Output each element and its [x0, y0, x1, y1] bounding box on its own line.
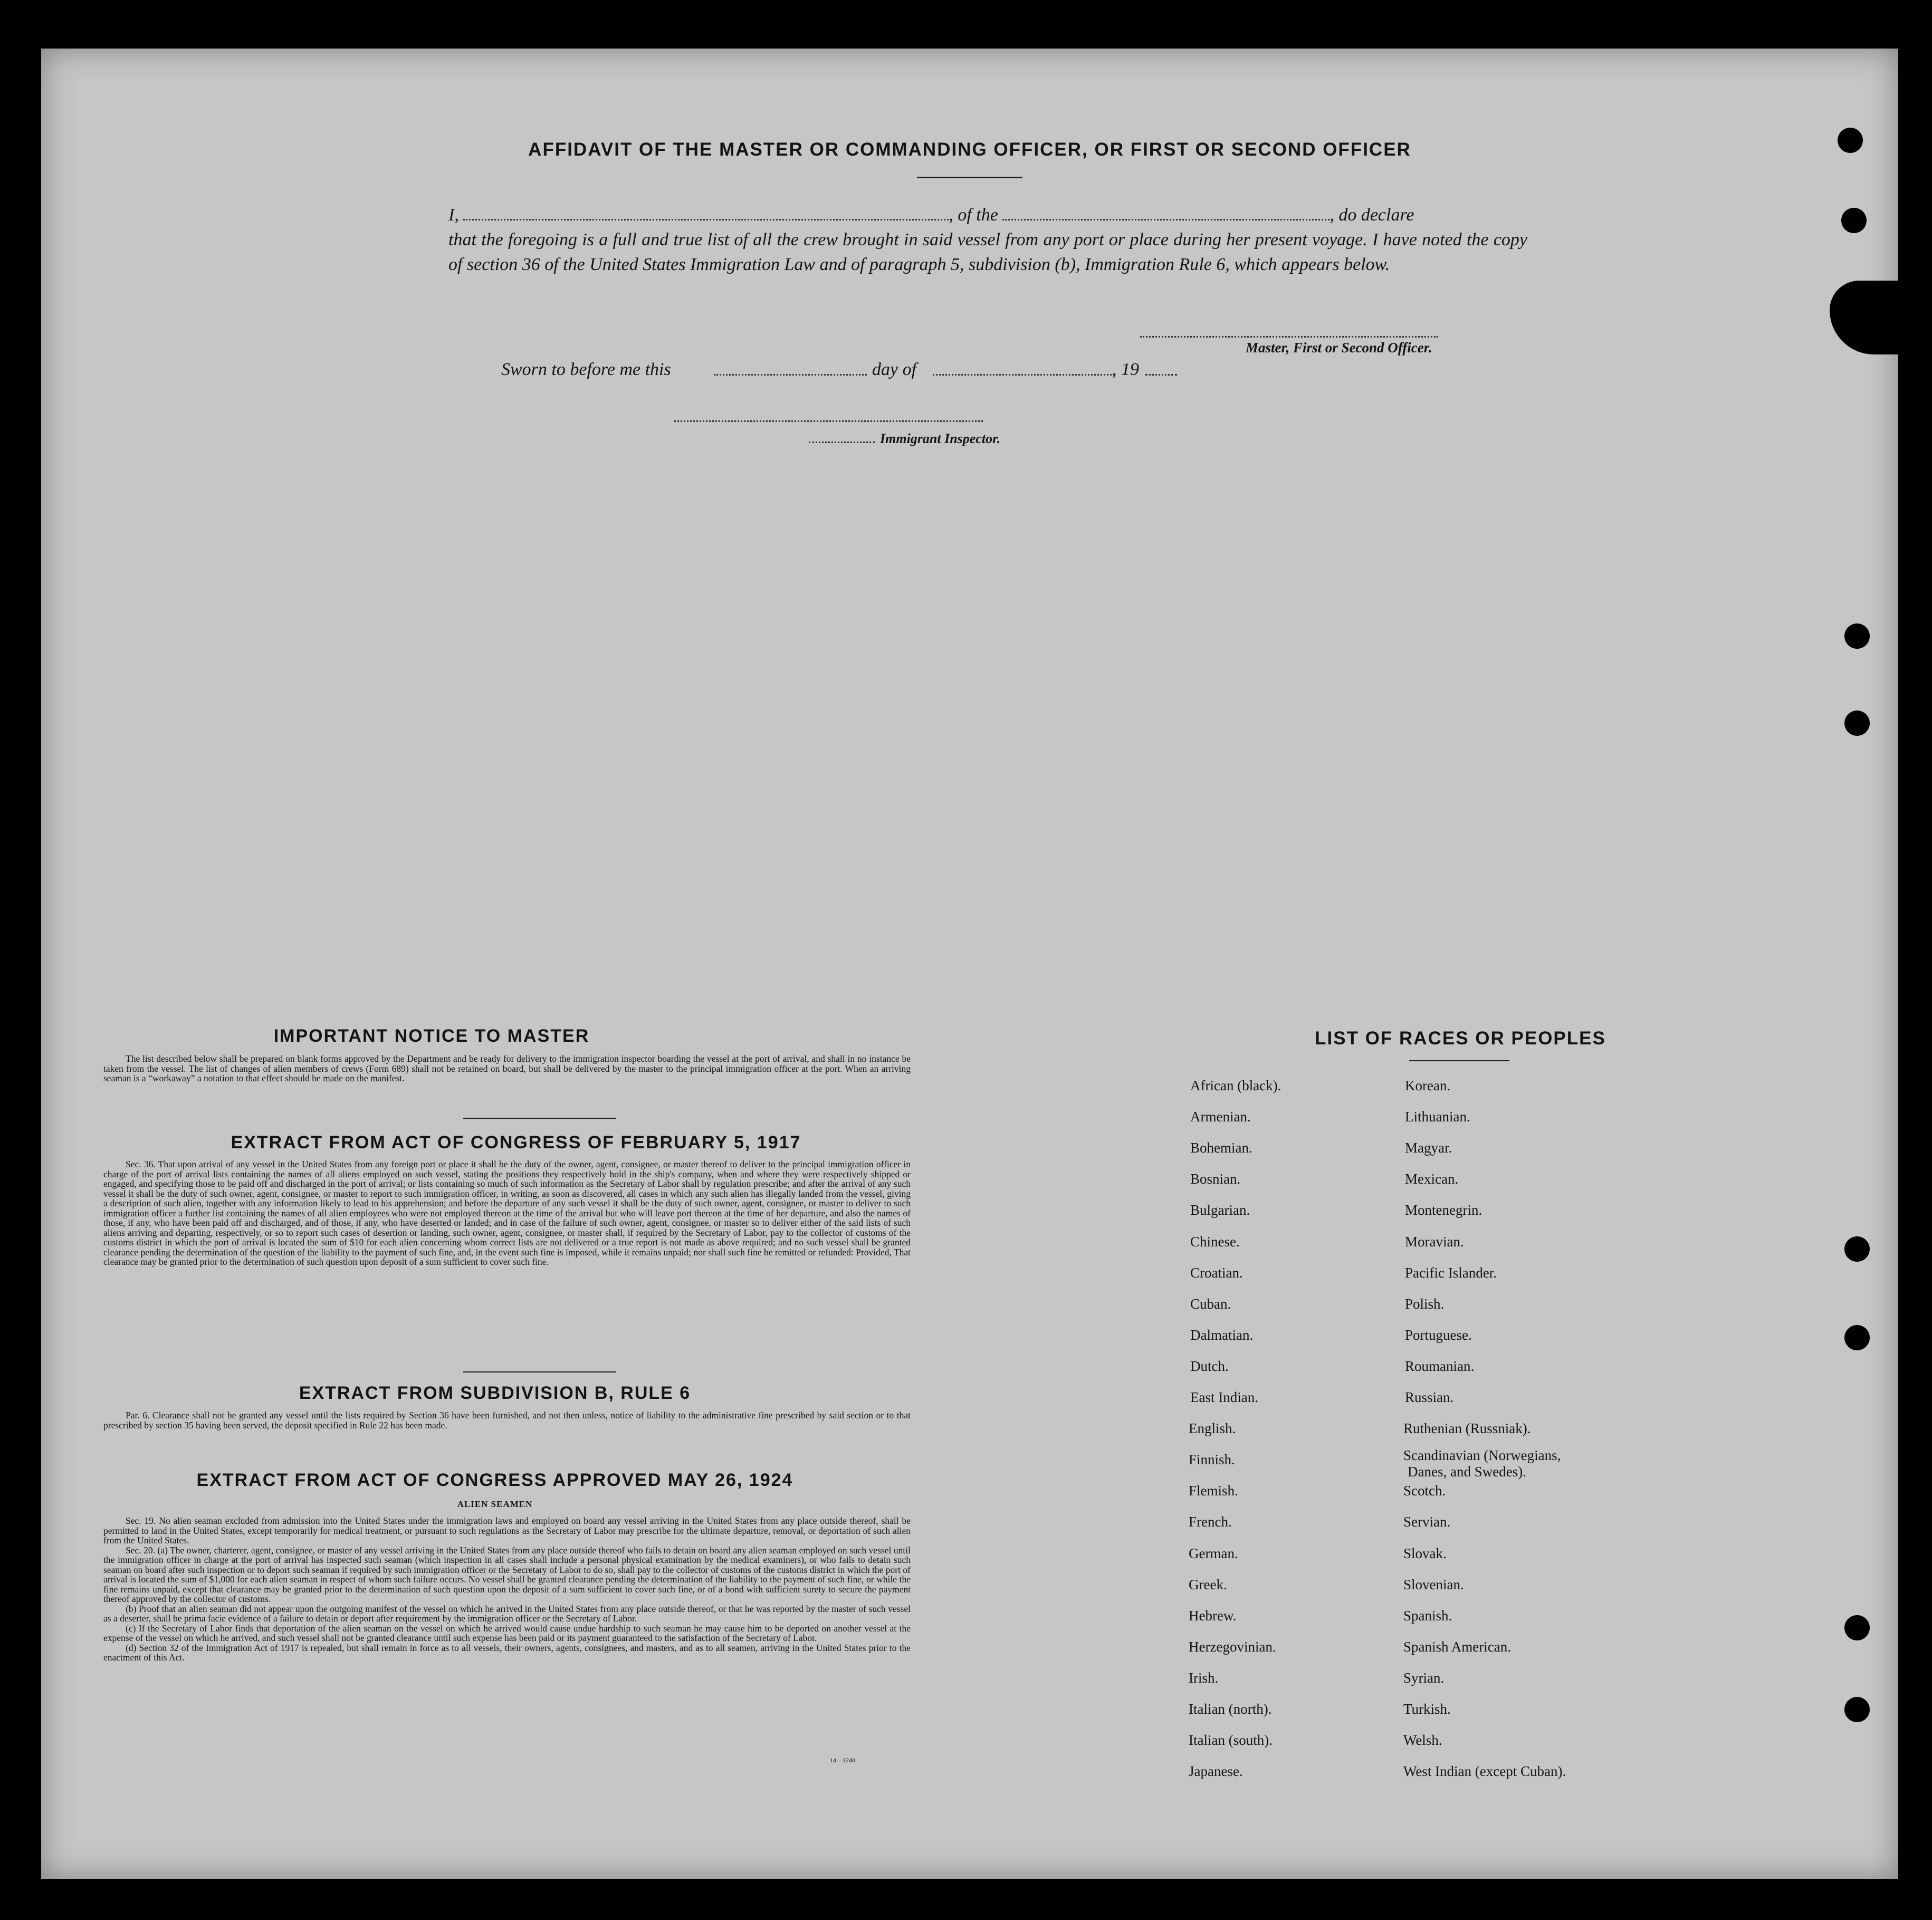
race-item: Flemish.: [1189, 1483, 1238, 1499]
race-item: Scotch.: [1403, 1483, 1446, 1499]
sec-19-paragraph: Sec. 19. No alien seaman excluded from admission into the United States under the immigration laws and employed on board any vessel arriving in the United States from any place outside thereof, shall be permitted to land in the United States, except temporarily for medical treatment, or pursuant to such regulations as the Secretary of Labor may prescribe for the ultimate departure, removal, or deportation of such alien from the United States.: [103, 1515, 911, 1545]
notice-paragraph: The list described below shall be prepared on blank forms approved by the Department and be ready for delivery to the immigration inspector boarding the vessel at the port of arrival, and shall in no instance be taken from the vessel. The list of changes of alien members of crews (Form 689) shall not be retained on board, but shall be delivered by the master to the principal immigration officer at the port. When an arriving seaman is a “workaway” a notation to that effect should be made on the manifest.: [103, 1053, 911, 1083]
do-declare-label: , do declare: [1330, 205, 1414, 225]
day-of-label: day of: [872, 360, 917, 379]
race-item: French.: [1189, 1514, 1232, 1530]
race-item: Slovenian.: [1403, 1576, 1464, 1592]
title-divider: [917, 177, 1022, 178]
punch-hole: [1844, 1236, 1870, 1262]
race-item: Turkish.: [1403, 1701, 1451, 1717]
race-item: African (black).: [1190, 1078, 1281, 1093]
extract-1917-text: [103, 1159, 911, 1267]
name-blank[interactable]: [463, 205, 949, 220]
race-item: Syrian.: [1403, 1669, 1445, 1686]
race-item: Scandinavian (Norwegians,: [1403, 1447, 1561, 1464]
sec-20a-paragraph: Sec. 20. (a) The owner, charterer, agent, consignee, or master of any vessel arriving in the United States from any place outside thereof who fails to detain on board any alien seaman employed on such vessel until the immigration officer in charge at the port of arrival has inspected such seaman (which inspection in all cases shall include a personal physical examination by the medical examiners), or who fails to detain such seaman on board after such inspection or to deport such seaman if required by such immigration officer or the Secretary of Labor to do so, shall pay to the collector of customs of the customs district in which the port of arrival is located the sum of $1,000 for each alien seaman in respect of whom such failure occurs. No vessel shall be granted clearance pending the determination of the liability to the payment of such fine, or while the fine remains unpaid, except that clearance may be granted prior to the determination of such question upon the deposit of a sum sufficient to cover such fine, or of a bond with sufficient surety to secure the payment thereof approved by the collector of customs.: [103, 1544, 911, 1604]
race-item: Spanish American.: [1403, 1638, 1511, 1655]
inspector-label: Immigrant Inspector.: [880, 431, 1001, 446]
of-the-label: , of the: [949, 205, 998, 225]
race-item: Italian (north).: [1189, 1701, 1272, 1717]
extract-1917-title: EXTRACT FROM ACT OF CONGRESS OF FEBRUARY 5, 1917: [231, 1132, 801, 1153]
race-item: Croatian.: [1190, 1264, 1243, 1281]
affidavit-text: that the foregoing is a full and true list of all the crew brought in said vessel from any port or place during her present voyage. I have noted the copy of section 36 of the United States Immigration Law and of paragraph 5, subdivision (b), Immigration Rule 6, which appears below.: [448, 230, 1527, 274]
affidavit-title: AFFIDAVIT OF THE MASTER OR COMMANDING OFFICER, OR FIRST OR SECOND OFFICER: [528, 139, 1411, 160]
sec-20b-paragraph: (b) Proof that an alien seaman did not appear upon the outgoing manifest of the vessel on which he arrived in the United States from any place outside thereof, or that he was reported by the master of such vessel as a deserter, shall be prima facie evidence of a failure to detain or deport after requirement by the immigration officer or the Secretary of Labor.: [103, 1603, 911, 1624]
form-number: 14—1240: [830, 1756, 855, 1764]
race-item: Welsh.: [1403, 1732, 1442, 1749]
race-item: Portuguese.: [1405, 1327, 1472, 1343]
race-item: Pacific Islander.: [1405, 1264, 1497, 1281]
races-title: LIST OF RACES OR PEOPLES: [1315, 1028, 1606, 1049]
race-item: Korean.: [1405, 1078, 1451, 1093]
race-item: Herzegovinian.: [1189, 1638, 1276, 1655]
race-item: Bulgarian.: [1190, 1202, 1250, 1218]
race-item: Dutch.: [1190, 1358, 1229, 1374]
par-6-paragraph: Par. 6. Clearance shall not be granted any vessel until the lists required by Section 36 have been furnished, and not then unless, notice of liability to the administrative fine prescribed by said section or to that prescribed by section 35 having been served, the deposit specified in Rule 22 has been made.: [103, 1410, 911, 1431]
race-item: Bosnian.: [1190, 1171, 1241, 1187]
race-item: Greek.: [1189, 1576, 1227, 1592]
punch-hole: [1844, 1697, 1870, 1722]
year-label: , 19: [1112, 360, 1139, 379]
punch-hole: [1844, 1325, 1870, 1350]
race-item: German.: [1189, 1545, 1238, 1561]
extract-1924-text: [103, 1516, 911, 1663]
extract-1924-title: EXTRACT FROM ACT OF CONGRESS APPROVED MAY 26, 1924: [196, 1470, 793, 1490]
race-item: Cuban.: [1190, 1295, 1231, 1312]
sec-36-paragraph: Sec. 36. That upon arrival of any vessel in the United States from any foreign port or place it shall be the duty of the owner, agent, consignee, or master thereof to deliver to the principal immigration officer in charge of the port of arrival lists containing the names of all aliens employed on such vessel, stating the positions they respectively hold in the ship's company, when and where they were respectively shipped or engaged, and specifying those to be paid off and discharged in the port of arrival; or lists containing so much of such information as the Secretary of Labor shall by regulation prescribe; and after the arrival of any such vessel it shall be the duty of such owner, agent, consignee, or master to report to such immigration officer, in writing, as soon as discovered, all cases in which any such alien has illegally landed from the vessel, giving a description of such alien, together with any information likely to lead to his apprehension; and before the departure of any such vessel it shall be the duty of such owner, agent, consignee, or master to deliver to such immigration officer a further list containing the names of all alien employees who were not employed thereon at the time of the arrival but who will leave port thereon at the time of her departure, and also the names of those, if any, who have been paid off and discharged, and of those, if any, who have deserted or landed; and in case of the failure of such owner, agent, consignee, or master so to deliver either of the said lists of such aliens arriving and departing, respectively, or so to report such cases of desertion or landing, such owner, agent, consignee, or master shall, if required by the Secretary of Labor, pay to the collector of customs of the customs district in which the port of arrival is located the sum of $10 for each alien concerning whom correct lists are not delivered or a true report is not made as above required; and no such vessel shall be granted clearance pending the determination of the question of the liability to the payment of such fine, and, in the event such fine is imposed, while it remains unpaid; nor shall such fine be remitted or refunded: Provided, That clearance may be granted prior to the determination of such question upon deposit of a sum sufficient to cover such fine.: [103, 1159, 911, 1267]
rule-6-title: EXTRACT FROM SUBDIVISION B, RULE 6: [299, 1383, 691, 1403]
race-item: Servian.: [1403, 1514, 1451, 1530]
race-item: Montenegrin.: [1405, 1202, 1483, 1218]
punch-hole: [1844, 1615, 1870, 1640]
race-item: Moravian.: [1405, 1233, 1464, 1250]
punch-hole: [1841, 208, 1867, 233]
sworn-month-blank[interactable]: [933, 374, 1115, 376]
race-item: Slovak.: [1403, 1545, 1447, 1561]
race-item: Bohemian.: [1190, 1140, 1252, 1156]
race-item: Spanish.: [1403, 1607, 1452, 1624]
punch-hole: [1844, 711, 1870, 736]
race-item: Ruthenian (Russniak).: [1403, 1420, 1531, 1437]
alien-seamen-subtitle: ALIEN SEAMEN: [457, 1499, 533, 1509]
rule-6-text: [103, 1410, 911, 1430]
sec-20c-paragraph: (c) If the Secretary of Labor finds that deportation of the alien seaman on the vessel on which he arrived would cause undue hardship to such seaman he may cause him to be deported on another vessel at the expense of the vessel on which he arrived, and such vessel shall not be granted clearance until such expense has been paid or its payment guaranteed to the satisfaction of the Secretary of Labor.: [103, 1623, 911, 1643]
document-page: [41, 49, 1898, 1879]
torn-edge: [1830, 281, 1904, 354]
notice-text: [103, 1054, 911, 1083]
sworn-year-blank[interactable]: [1145, 374, 1177, 376]
race-item: Magyar.: [1405, 1140, 1452, 1156]
divider: [463, 1371, 616, 1372]
race-item: Finnish.: [1189, 1452, 1235, 1468]
race-item: Polish.: [1405, 1295, 1445, 1312]
race-item: West Indian (except Cuban).: [1403, 1763, 1566, 1780]
vessel-blank[interactable]: [1002, 205, 1330, 220]
divider: [463, 1118, 616, 1119]
notice-title: IMPORTANT NOTICE TO MASTER: [273, 1026, 590, 1046]
race-item: Japanese.: [1189, 1763, 1243, 1780]
sec-20d-paragraph: (d) Section 32 of the Immigration Act of 1917 is repealed, but shall remain in force as to all vessels, their owners, agents, consignees, and masters, and as to all seamen, arriving in the United States prior to the enactment of this Act.: [103, 1642, 911, 1663]
race-item: Mexican.: [1405, 1171, 1459, 1187]
inspector-signature-line[interactable]: [674, 420, 983, 422]
race-item: Chinese.: [1190, 1233, 1240, 1250]
punch-hole: [1844, 623, 1870, 649]
master-signature-line[interactable]: [1140, 336, 1438, 338]
race-item: Armenian.: [1190, 1109, 1251, 1125]
inspector-prefix-line: [809, 441, 875, 443]
master-signature-label: Master, First or Second Officer.: [1246, 340, 1432, 356]
race-item: Irish.: [1189, 1669, 1219, 1686]
i-label: I,: [448, 205, 459, 225]
sworn-label: Sworn to before me this: [501, 360, 671, 379]
race-item: Roumanian.: [1405, 1358, 1475, 1374]
race-item: East Indian.: [1190, 1389, 1258, 1405]
race-item: Russian.: [1405, 1389, 1454, 1405]
race-item: English.: [1189, 1420, 1236, 1437]
race-item: Hebrew.: [1189, 1607, 1237, 1624]
divider: [1409, 1060, 1509, 1061]
affidavit-body: [448, 203, 1527, 277]
race-continuation: Danes, and Swedes).: [1408, 1464, 1526, 1480]
race-item: Italian (south).: [1189, 1732, 1273, 1749]
race-item: Dalmatian.: [1190, 1327, 1254, 1343]
race-item: Lithuanian.: [1405, 1109, 1470, 1125]
sworn-day-blank[interactable]: [714, 374, 867, 376]
